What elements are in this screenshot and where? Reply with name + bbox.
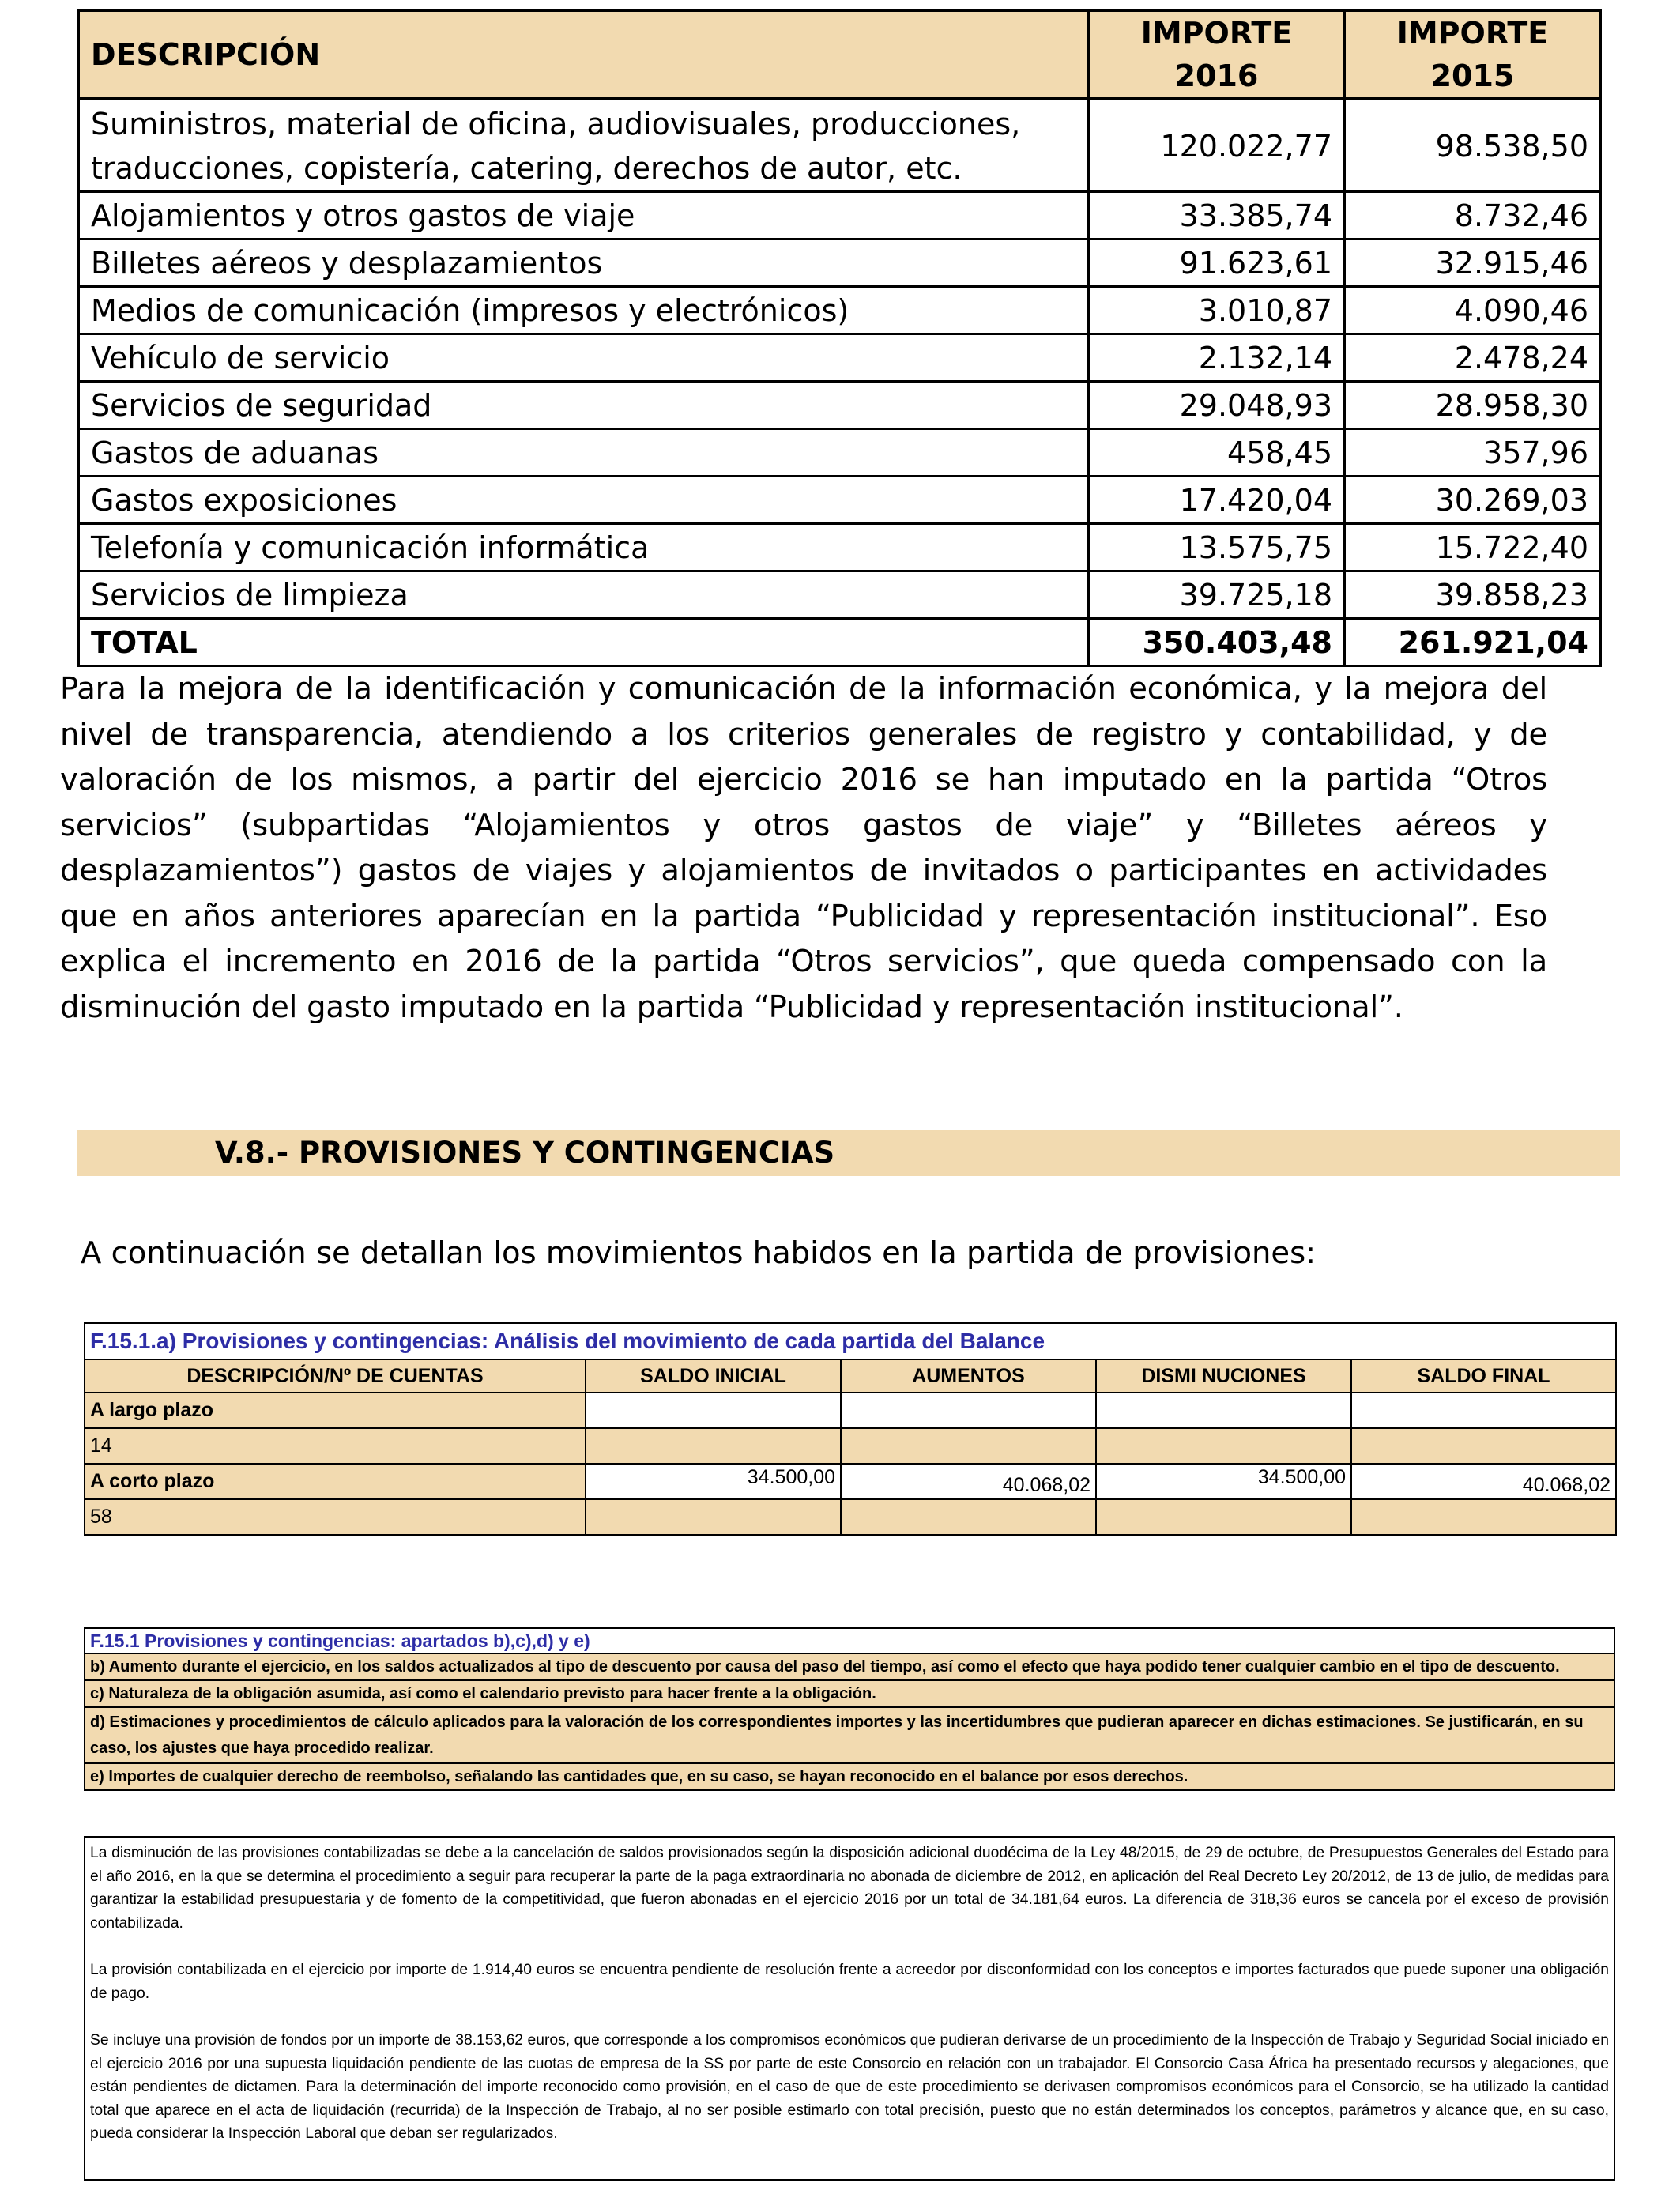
cell-saldo-inicial — [586, 1393, 841, 1428]
row-value-2015: 30.269,03 — [1345, 477, 1601, 524]
table-row — [79, 524, 1601, 571]
row-description: Servicios de seguridad — [79, 382, 1089, 429]
cell-saldo-final — [1351, 1428, 1616, 1464]
section-item-d: d) Estimaciones y procedimientos de cálculo aplicados para la valoración de los correspondientes importes y las incertidumbres que pudieran aparecer en dichas estimaciones. Se justificarán, en su caso, los ajustes que haya procedido realizar. — [85, 1707, 1614, 1763]
header-disminuciones: DISMI NUCIONES — [1096, 1359, 1351, 1393]
table-row — [79, 192, 1601, 239]
provisions-title-row — [85, 1323, 1616, 1359]
row-value-2016: 2.132,14 — [1089, 334, 1345, 382]
row-description: Gastos exposiciones — [79, 477, 1089, 524]
total-2016: 350.403,48 — [1089, 619, 1345, 666]
total-2015: 261.921,04 — [1345, 619, 1601, 666]
total-row — [79, 619, 1601, 666]
row-label: 58 — [85, 1499, 586, 1535]
sections-table-title: F.15.1 Provisiones y contingencias: apartados b),c),d) y e) — [85, 1628, 1614, 1653]
row-value-2016: 29.048,93 — [1089, 382, 1345, 429]
sections-title-row — [85, 1628, 1614, 1653]
row-value-2016: 3.010,87 — [1089, 287, 1345, 334]
row-description: Gastos de aduanas — [79, 429, 1089, 477]
cell-saldo-inicial — [586, 1499, 841, 1535]
cell-disminuciones — [1096, 1428, 1351, 1464]
table-row — [79, 571, 1601, 619]
row-value-2015: 4.090,46 — [1345, 287, 1601, 334]
header-importe-2015: IMPORTE 2015 — [1345, 11, 1601, 99]
table-row — [79, 287, 1601, 334]
list-item — [85, 1653, 1614, 1680]
cell-aumentos — [841, 1499, 1096, 1535]
expenses-table — [77, 9, 1602, 667]
row-description: Servicios de limpieza — [79, 571, 1089, 619]
cell-aumentos — [841, 1428, 1096, 1464]
section-title: V.8.- PROVISIONES Y CONTINGENCIAS — [215, 1136, 835, 1170]
row-value-2015: 39.858,23 — [1345, 571, 1601, 619]
row-value-2016: 458,45 — [1089, 429, 1345, 477]
expenses-header-row — [79, 11, 1601, 99]
cell-aumentos: 40.068,02 — [841, 1464, 1096, 1499]
row-description: Billetes aéreos y desplazamientos — [79, 239, 1089, 287]
row-value-2015: 15.722,40 — [1345, 524, 1601, 571]
cell-disminuciones: 34.500,00 — [1096, 1464, 1351, 1499]
table-row — [85, 1464, 1616, 1499]
row-label: A corto plazo — [85, 1464, 586, 1499]
cell-disminuciones — [1096, 1499, 1351, 1535]
row-value-2016: 120.022,77 — [1089, 99, 1345, 192]
row-value-2016: 17.420,04 — [1089, 477, 1345, 524]
explanatory-paragraph: Para la mejora de la identificación y comunicación de la información económica, y la mejora del nivel de transparencia, atendiendo a los criterios generales de registro y contabilidad, y de valoración de los mismos, a partir del ejercicio 2016 se han imputado en la partida “Otros servicios” (subpartidas “Alojamientos y otros gastos de viaje” y “Billetes aéreos y desplazamientos”) gastos de viajes y alojamientos de invitados o participantes en actividades que en años anteriores aparecían en la partida “Publicidad y representación institucional”. Eso explica el incremento en 2016 de la partida “Otros servicios”, que queda compensado con la disminución del gasto imputado en la partida “Publicidad y representación institucional”. — [60, 671, 1547, 1025]
row-label: A largo plazo — [85, 1393, 586, 1428]
list-item — [85, 1707, 1614, 1763]
section-item-c: c) Naturaleza de la obligación asumida, así como el calendario previsto para hacer frente a la obligación. — [85, 1680, 1614, 1707]
header-aumentos: AUMENTOS — [841, 1359, 1096, 1393]
row-value-2015: 98.538,50 — [1345, 99, 1601, 192]
list-item — [85, 1680, 1614, 1707]
notes-box — [84, 1836, 1615, 2181]
header-saldo-inicial: SALDO INICIAL — [586, 1359, 841, 1393]
row-value-2015: 357,96 — [1345, 429, 1601, 477]
row-value-2016: 13.575,75 — [1089, 524, 1345, 571]
note-paragraph: La disminución de las provisiones contabilizadas se debe a la cancelación de saldos provisionados según la disposición adicional duodécima de la Ley 48/2015, de 29 de octubre, de Presupuestos Generales del Estado para el año 2016, en la que se determina el procedimiento a seguir para recuperar la parte de la paga extraordinaria no abonada de diciembre de 2012, en aplicación del Real Decreto Ley 20/2012, de 13 de julio, de medidas para garantizar la estabilidad presupuestaria y de fomento de la competitividad, que fueron abonadas en el ejercicio 2016 por un total de 34.181,64 euros. La diferencia de 318,36 euros se cancela por el exceso de provisión contabilizada. — [90, 1845, 1609, 1932]
provisions-header-row — [85, 1359, 1616, 1393]
table-row — [85, 1499, 1616, 1535]
row-value-2015: 28.958,30 — [1345, 382, 1601, 429]
sections-table — [84, 1627, 1615, 1791]
provisions-table — [84, 1322, 1617, 1536]
table-row — [79, 477, 1601, 524]
table-row — [85, 1393, 1616, 1428]
table-row — [79, 382, 1601, 429]
row-value-2016: 39.725,18 — [1089, 571, 1345, 619]
intro-text: A continuación se detallan los movimientos habidos en la partida de provisiones: — [81, 1235, 1317, 1271]
header-descripcion-cuentas: DESCRIPCIÓN/Nº DE CUENTAS — [85, 1359, 586, 1393]
table-row — [79, 334, 1601, 382]
row-description: Telefonía y comunicación informática — [79, 524, 1089, 571]
cell-saldo-final — [1351, 1393, 1616, 1428]
row-value-2016: 91.623,61 — [1089, 239, 1345, 287]
cell-aumentos — [841, 1393, 1096, 1428]
row-description-line2: traducciones, copistería, catering, derechos de autor, etc. — [91, 150, 962, 186]
row-value-2016: 33.385,74 — [1089, 192, 1345, 239]
row-description: Medios de comunicación (impresos y electrónicos) — [79, 287, 1089, 334]
cell-disminuciones — [1096, 1393, 1351, 1428]
cell-saldo-final: 40.068,02 — [1351, 1464, 1616, 1499]
cell-saldo-inicial — [586, 1428, 841, 1464]
row-value-2015: 2.478,24 — [1345, 334, 1601, 382]
note-paragraph: La provisión contabilizada en el ejercicio por importe de 1.914,40 euros se encuentra pendiente de resolución frente a acreedor por disconformidad con los conceptos e importes facturados que puede suponer una obligación de pago. — [90, 1962, 1609, 2002]
table-row — [79, 99, 1601, 192]
row-description: Alojamientos y otros gastos de viaje — [79, 192, 1089, 239]
row-description-line1: Suministros, material de oficina, audiovisuales, producciones, — [91, 106, 1021, 141]
list-item — [85, 1763, 1614, 1790]
note-paragraph: Se incluye una provisión de fondos por un importe de 38.153,62 euros, que corresponde a los compromisos económicos que pudieran derivarse de un procedimiento de la Inspección de Trabajo y Seguridad Social iniciado en el ejercicio 2016 por una supuesta liquidación pendiente de las cuotas de empresa de la SS por parte de este Consorcio en relación con un trabajador. El Consorcio Casa África ha presentado recursos y alegaciones, que están pendientes de dictamen. Para la determinación del importe reconocido como provisión, en el caso de que de este procedimiento se derivasen compromisos económicos para el Consorcio, se ha utilizado la cantidad total que aparece en el acta de liquidación (recurrida) de la Inspección de Trabajo, al no ser posible estimarlo con total precisión, puesto que no están determinados los conceptos, parámetros y alcance que, en su caso, pueda considerar la Inspección Laboral que deban ser regularizados. — [90, 2032, 1609, 2142]
row-description — [79, 99, 1089, 192]
table-row — [85, 1428, 1616, 1464]
cell-saldo-final — [1351, 1499, 1616, 1535]
cell-saldo-inicial: 34.500,00 — [586, 1464, 841, 1499]
table-row — [79, 429, 1601, 477]
row-value-2015: 32.915,46 — [1345, 239, 1601, 287]
header-description: DESCRIPCIÓN — [79, 11, 1089, 99]
table-row — [79, 239, 1601, 287]
row-value-2015: 8.732,46 — [1345, 192, 1601, 239]
row-description: Vehículo de servicio — [79, 334, 1089, 382]
section-item-e: e) Importes de cualquier derecho de reembolso, señalando las cantidades que, en su caso, se hayan reconocido en el balance por esos derechos. — [85, 1763, 1614, 1790]
total-label: TOTAL — [79, 619, 1089, 666]
row-label: 14 — [85, 1428, 586, 1464]
header-saldo-final: SALDO FINAL — [1351, 1359, 1616, 1393]
section-item-b: b) Aumento durante el ejercicio, en los saldos actualizados al tipo de descuento por causa del paso del tiempo, así como el efecto que haya podido tener cualquier cambio en el tipo de descuento. — [85, 1653, 1614, 1680]
header-importe-2016: IMPORTE 2016 — [1089, 11, 1345, 99]
provisions-table-title: F.15.1.a) Provisiones y contingencias: Análisis del movimiento de cada partida del Balance — [85, 1323, 1616, 1359]
